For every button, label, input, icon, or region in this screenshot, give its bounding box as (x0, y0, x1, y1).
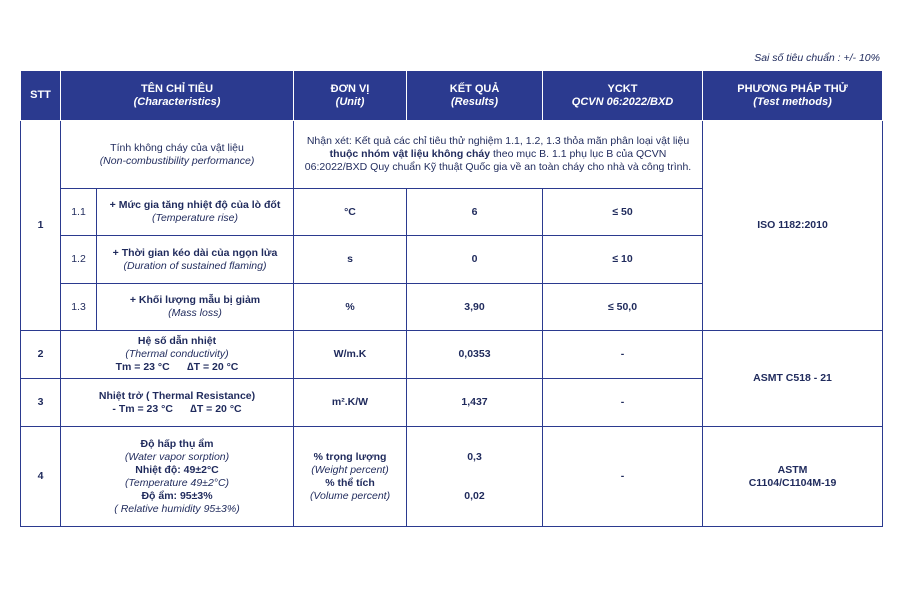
row3-name-vi: Nhiệt trở ( Thermal Resistance) (98, 389, 256, 402)
row3-name (61, 379, 294, 427)
row4-result-weight: 0,3 (467, 450, 482, 463)
row4-requirement: - (543, 427, 703, 527)
header-method-en: (Test methods) (753, 95, 832, 108)
row1-3-name-vi: + Khối lượng mẫu bị giảm (129, 294, 261, 306)
row1-1-name-en: (Temperature rise) (152, 212, 238, 224)
row1-1-result: 6 (407, 189, 543, 236)
row4-unit-line: (Volume percent) (309, 489, 391, 502)
row1-2-name-en: (Duration of sustained flaming) (123, 259, 267, 272)
row2-name (61, 331, 294, 379)
header-characteristics-vi: TÊN CHỈ TIÊU (140, 82, 214, 95)
tolerance-note: Sai số tiêu chuẩn : +/- 10% (754, 52, 880, 64)
header-stt: STT (21, 71, 61, 121)
header-requirement (543, 71, 703, 121)
header-results-vi: KẾT QUẢ (449, 82, 500, 95)
row2-unit: W/m.K (294, 331, 407, 379)
header-characteristics (61, 71, 294, 121)
row1-3-name (97, 284, 294, 331)
header-results-en: (Results) (450, 95, 499, 108)
row4-stt: 4 (21, 427, 61, 527)
row4-unit (294, 427, 407, 527)
table-row (21, 427, 883, 527)
row2-requirement: - (543, 331, 703, 379)
row1-1-requirement: ≤ 50 (543, 189, 703, 236)
row1-3-unit: % (294, 284, 407, 331)
row4-name-line: Độ ẩm: 95±3% (141, 489, 213, 502)
row1-2-requirement: ≤ 10 (543, 236, 703, 284)
row3-stt: 3 (21, 379, 61, 427)
table-row (21, 121, 883, 189)
row2-name-vi: Hệ số dẫn nhiệt (137, 335, 217, 347)
row1-3-requirement: ≤ 50,0 (543, 284, 703, 331)
row1-2-name (97, 236, 294, 284)
row4-method-l2: C1104/C1104M-19 (748, 476, 837, 489)
row2-name-en: (Thermal conductivity) (125, 348, 229, 360)
row4-name-line: Độ hấp thụ ẩm (140, 437, 214, 450)
header-results (407, 71, 543, 121)
header-method-vi: PHƯƠNG PHÁP THỬ (737, 82, 848, 95)
row2-stt: 2 (21, 331, 61, 379)
row4-name-line: (Temperature 49±2°C) (124, 476, 230, 489)
row4-result-volume: 0,02 (464, 489, 485, 502)
row4-name (61, 427, 294, 527)
row4-method-l1: ASTM (777, 463, 808, 476)
row1-stt: 1 (21, 121, 61, 331)
row1-remark-a: Nhận xét: Kết quả các chỉ tiêu thử nghiệm 1.1, 1.2, 1.3 thỏa mãn phân loại vật liệu (306, 135, 690, 147)
test-results-table (20, 70, 883, 527)
header-unit-vi: ĐƠN VỊ (330, 82, 370, 95)
header-characteristics-en: (Characteristics) (133, 95, 221, 108)
header-row (21, 71, 883, 121)
row4-method (703, 427, 883, 527)
header-unit-en: (Unit) (335, 95, 365, 108)
table-row (21, 331, 883, 379)
row4-unit-line: % thể tích (325, 476, 375, 489)
header-unit (294, 71, 407, 121)
row4-unit-line: % trọng lượng (313, 450, 387, 463)
row1-2-result: 0 (407, 236, 543, 284)
row1-2-unit: s (294, 236, 407, 284)
row1-1-name-vi: + Mức gia tăng nhiệt độ của lò đốt (109, 199, 281, 211)
row1-name-en: (Non-combustibility performance) (99, 154, 255, 167)
row2-3-method: ASMT C518 - 21 (703, 331, 883, 427)
row3-requirement: - (543, 379, 703, 427)
row1-1-no: 1.1 (61, 189, 97, 236)
row2-result: 0,0353 (407, 331, 543, 379)
row2-conditions: Tm = 23 °C ∆T = 20 °C (115, 361, 239, 373)
row1-method: ISO 1182:2010 (703, 121, 883, 331)
row4-name-line: (Water vapor sorption) (124, 450, 230, 463)
row1-3-result: 3,90 (407, 284, 543, 331)
row1-3-name-en: (Mass loss) (168, 307, 222, 319)
row4-name-line: ( Relative humidity 95±3%) (114, 502, 240, 515)
row1-remark (294, 121, 703, 189)
row4-results (407, 427, 543, 527)
row4-unit-line: (Weight percent) (311, 463, 389, 476)
header-requirement-vi: YCKT (607, 82, 638, 95)
row1-1-name (97, 189, 294, 236)
row3-unit: m².K/W (294, 379, 407, 427)
row1-2-name-vi: + Thời gian kéo dài của ngọn lửa (112, 246, 278, 259)
row4-name-line: Nhiệt độ: 49±2°C (135, 463, 219, 476)
row1-1-unit: °C (294, 189, 407, 236)
row3-conditions: - Tm = 23 °C ∆T = 20 °C (112, 402, 242, 415)
row1-remark-bold: thuộc nhóm vật liệu không cháy (329, 148, 491, 160)
header-requirement-en: QCVN 06:2022/BXD (571, 95, 674, 108)
row1-2-no: 1.2 (61, 236, 97, 284)
row1-remark-b: theo mục B. 1.1 phụ lục B của QCVN 06:2022/BXD Quy chuẩn Kỹ thuật Quốc gia về an toàn cháy cho nhà và công trình. (304, 148, 692, 173)
row1-name (61, 121, 294, 189)
row1-3-no: 1.3 (61, 284, 97, 331)
header-method (703, 71, 883, 121)
row3-result: 1,437 (407, 379, 543, 427)
row1-name-vi: Tính không cháy của vật liệu (110, 141, 244, 154)
